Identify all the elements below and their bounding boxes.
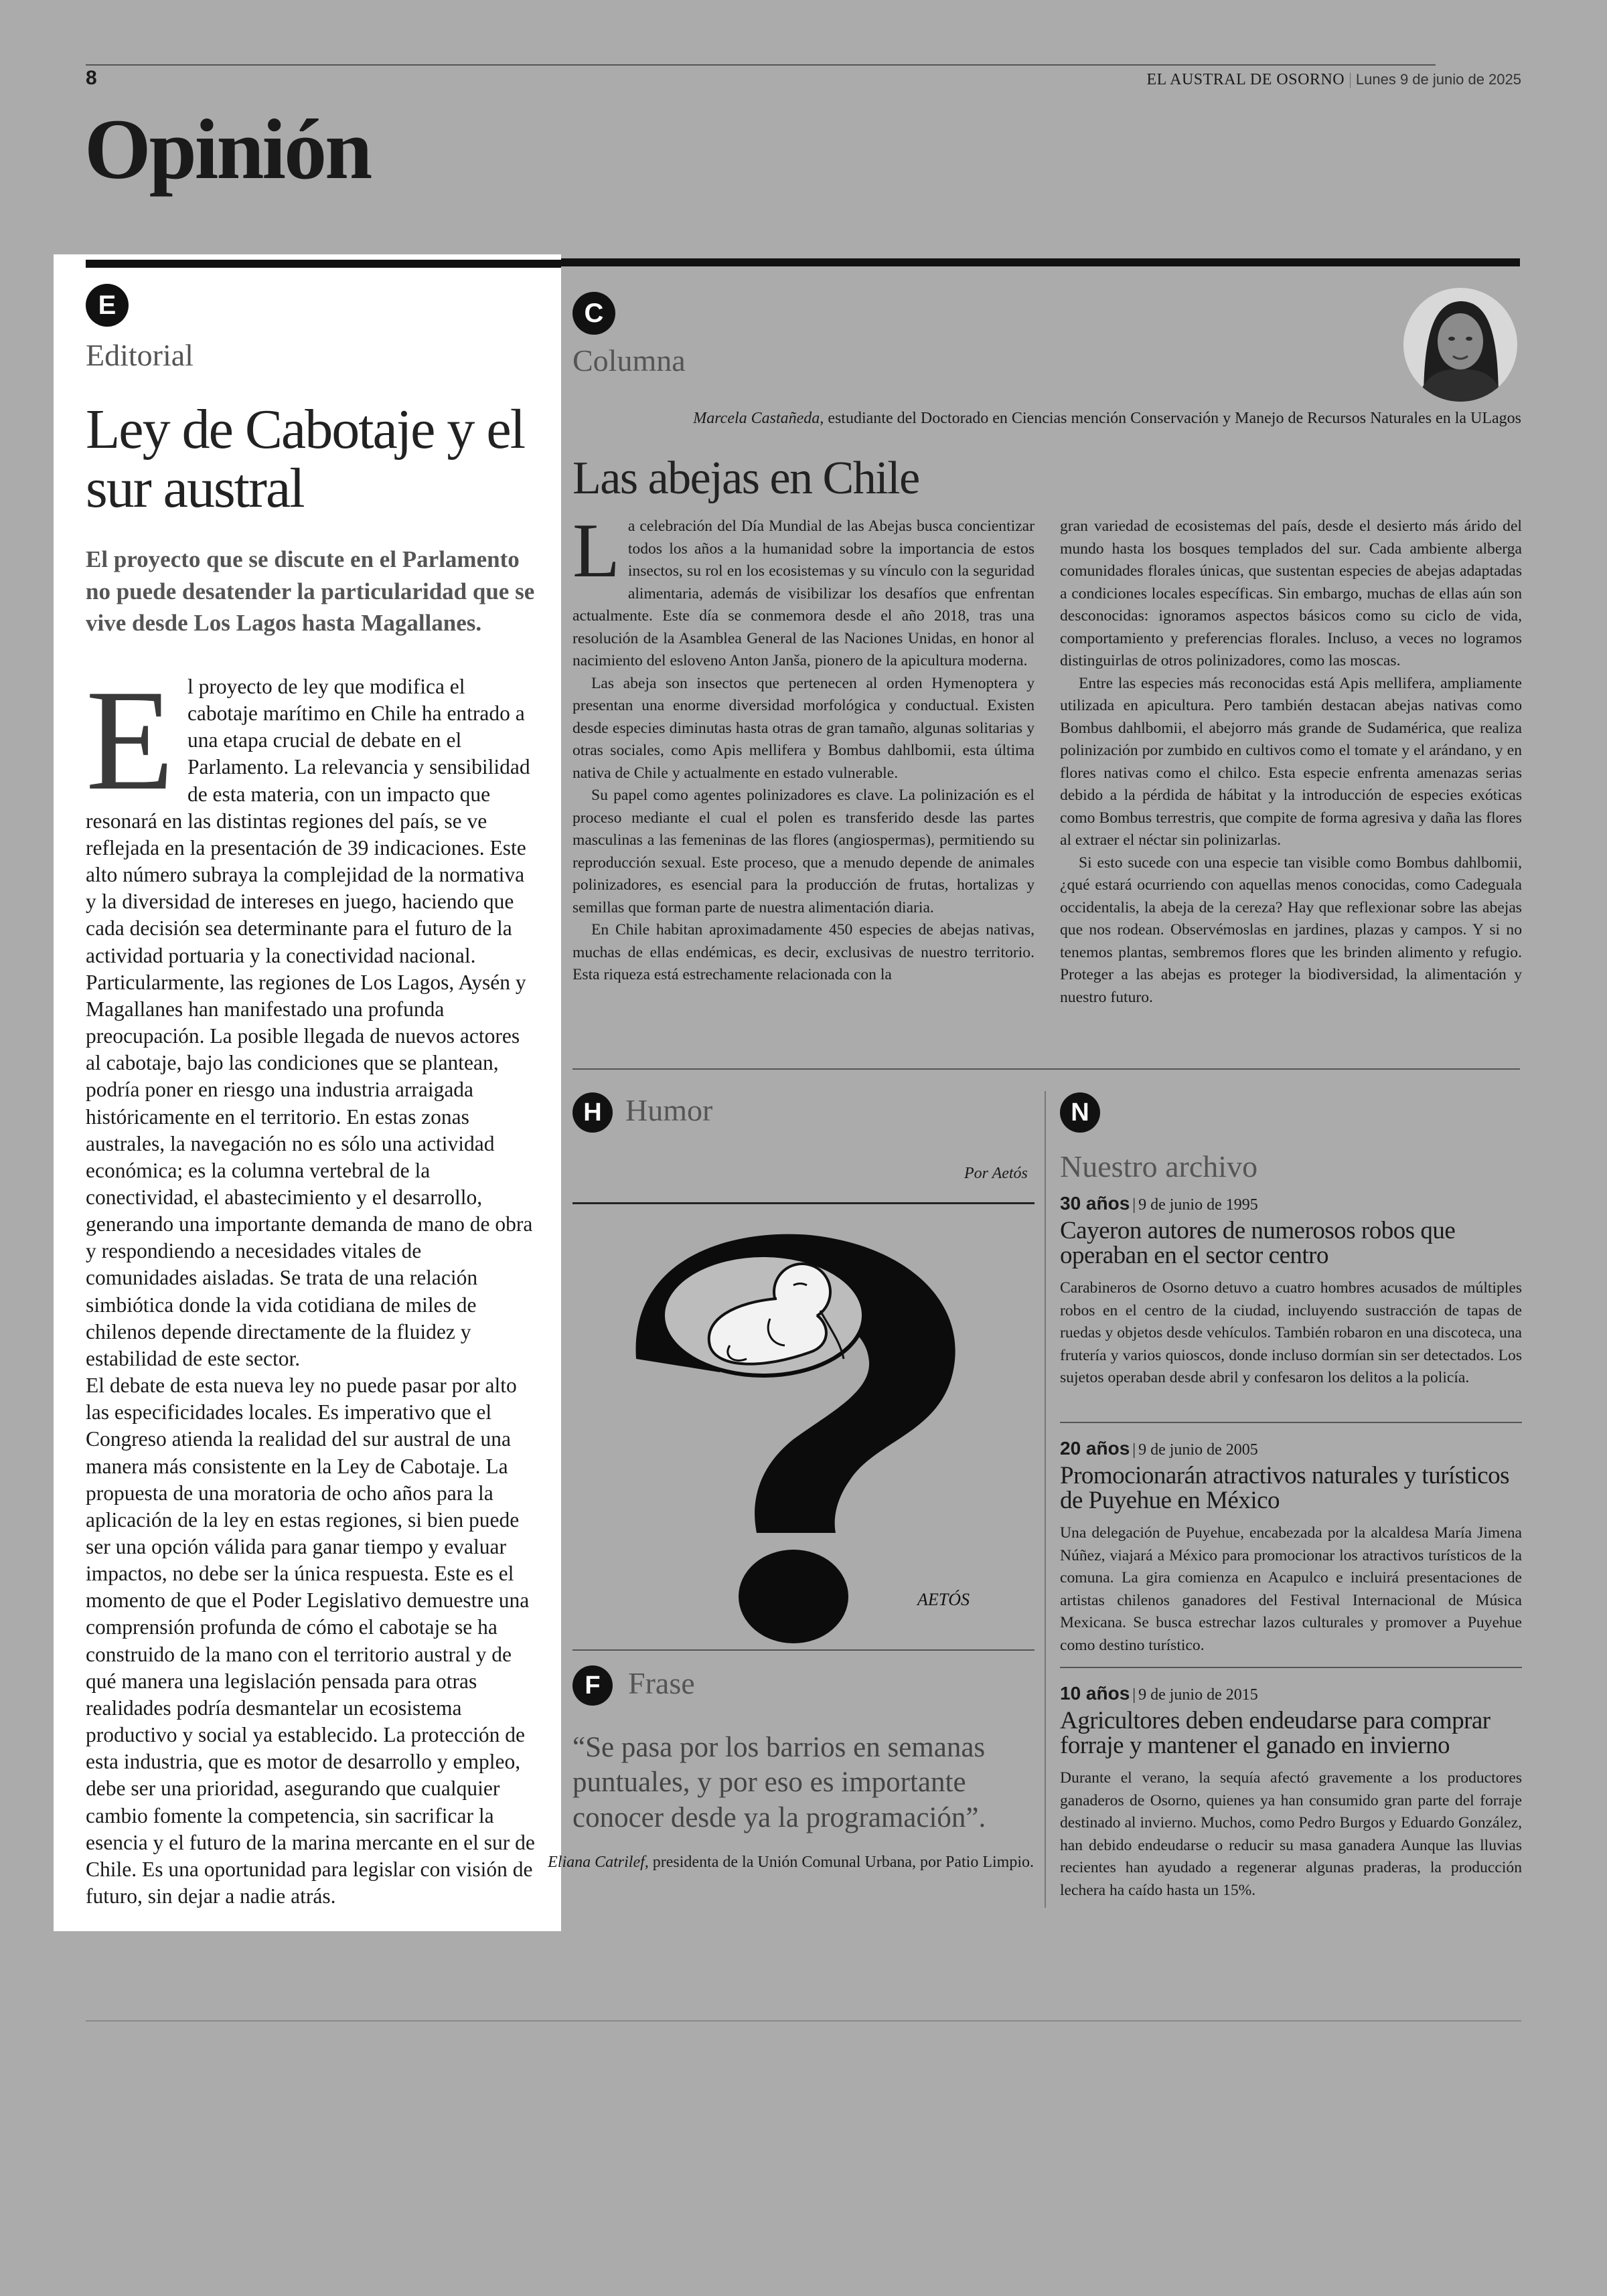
column-label: Columna bbox=[572, 343, 686, 378]
archive-badge: N bbox=[1060, 1092, 1100, 1133]
frase-label: Frase bbox=[628, 1666, 695, 1700]
frase-author: Eliana Catrilef, bbox=[548, 1854, 649, 1871]
column-badge: C bbox=[572, 292, 615, 335]
column-drop-cap: L bbox=[572, 508, 620, 594]
frase-badge: F bbox=[572, 1665, 613, 1706]
bottom-rule bbox=[86, 2020, 1521, 2022]
editorial-body bbox=[86, 660, 536, 1910]
column-author-role: estudiante del Doctorado en Ciencias mención Conservación y Manejo de Recursos Naturales en la ULagos bbox=[828, 410, 1521, 427]
archive-years: 10 años bbox=[1060, 1683, 1130, 1704]
archive-date: 9 de junio de 2005 bbox=[1138, 1441, 1258, 1459]
archive-date: 9 de junio de 2015 bbox=[1138, 1686, 1258, 1704]
column-bottom-rule bbox=[572, 1068, 1520, 1070]
column-body-left bbox=[572, 508, 1035, 987]
archive-body: Durante el verano, la sequía afectó gravemente a los productores ganaderos de Osorno, quienes ya han consumido gran parte del forraje destinado al invierno. Muchos, como Pedro Burgos y Eduardo González, han debido endeudarse o reducir su masa ganadera Aunque las lluvias recientes han ayudado a regenerar algunas praderas, la producción lechera ha caído hasta un 15%. bbox=[1060, 1769, 1522, 1899]
column-body-right bbox=[1060, 515, 1522, 1009]
column-lead: a celebración del Día Mundial de las Abejas busca concientizar todos los años a la humanidad sobre la importancia de estos insectos, su rol en los ecosistemas y su vínculo con la seguridad alimentaria, además de visibilizar los desafíos que enfrentan actualmente. Este día se conmemora desde el año 2018, tras una resolución de la Asamblea General de las Naciones Unidas, en honor al nacimiento del esloveno Anton Janša, pionero de la apicultura moderna. bbox=[572, 517, 1035, 669]
section-title: Opinión bbox=[84, 102, 371, 197]
editorial-deck: El proyecto que se discute en el Parlamento no puede desatender la particularidad que se vive desde Los Lagos hasta Magallanes. bbox=[86, 546, 535, 637]
editorial-headline: Ley de Cabotaje y el sur austral bbox=[86, 398, 525, 520]
humor-bottom-rule bbox=[572, 1649, 1035, 1651]
vertical-divider bbox=[1045, 1091, 1046, 1908]
editorial-paragraph: Particularmente, las regiones de Los Lagos, Aysén y Magallanes han manifestado una profunda preocupación. La posible llegada de nuevos actores al cabotaje, bajo las condiciones que se plantean, podría poner en riesgo una industria arraigada históricamente en el territorio. En estas zonas australes, la navegación no es sólo una actividad económica; es la columna vertebral de la conectividad, el abastecimiento y el desarrollo, generando una importante demanda de mano de obra y respondiendo a necesidades vitales de comunidades aisladas. Se trata de una relación simbiótica donde la vida cotidiana de miles de chilenos depende directamente de la fluidez y estabilidad de este sector. bbox=[86, 970, 533, 1370]
column-headline: Las abejas en Chile bbox=[572, 453, 919, 504]
archive-item: 30 años | 9 de junio de 1995 Cayeron autores de numerosos robos que operaban en el sector centro Carabineros de Osorno detuvo a cuatro hombres acusados de múltiples robos en el centro de la ciudad, incluyendo sustracción de tapas de ruedas y objetos desde vehículos. También robaron en una discoteca, una frutería y varios quioscos, donde incluso dormían sin ser detectados. Los sujetos operaban desde abril y confesaron los delitos a la policía. bbox=[1060, 1193, 1522, 1390]
column-paragraph: Su papel como agentes polinizadores es clave. La polinización es el proceso mediante el cual el polen es transferido desde las partes masculinas a las femeninas de las flores (angiospermas), permitiendo su reproducción sexual. Este proceso, que a menudo depende de animales polinizadores, es esencial para la producción de frutas, hortalizas y semillas que forman parte de nuestra alimentación diaria. bbox=[572, 787, 1035, 916]
column-paragraph: gran variedad de ecosistemas del país, desde el desierto más árido del mundo hasta los bosques templados del sur. Cada ambiente alberga comunidades florales únicas, que sustentan especies de abejas adaptadas a condiciones locales específicas. Sin embargo, muchas de ellas aún son desconocidas: ignoramos aspectos básicos como su ciclo de vida, comportamiento y preferencias florales. Incluso, a veces no logramos distinguirlas de otros polinizadores, como las moscas. bbox=[1060, 517, 1522, 669]
archive-item: 20 años | 9 de junio de 2005 Promocionarán atractivos naturales y turísticos de Puyehue en México Una delegación de Puyehue, encabezada por la alcaldesa María Jimena Núñez, viajará a México para promocionar los atractivos turísticos de la comuna. La gira comienza en Acapulco e incluirá presentaciones de artistas chilenos ganadores del Festival Internacional de Música Mexicana. Se busca estrechar lazos culturales y promover a Puyehue como destino turístico. bbox=[1060, 1438, 1522, 1657]
editorial-label: Editorial bbox=[86, 338, 194, 372]
column-paragraph: Las abeja son insectos que pertenecen al orden Hymenoptera y presentan una enorme diversidad morfológica y conductual. Existen desde especies diminutas hasta otras de gran tamaño, algunas solitarias y otras sociales, como Apis mellifera y Bombus dahlbomii, esta última nativa de Chile y actualmente en estado vulnerable. bbox=[572, 674, 1035, 782]
publication-name: EL AUSTRAL DE OSORNO bbox=[1146, 71, 1345, 88]
archive-divider bbox=[1060, 1667, 1522, 1668]
frase-role: presidenta de la Unión Comunal Urbana, por Patio Limpio. bbox=[652, 1854, 1034, 1871]
issue-date: Lunes 9 de junio de 2025 bbox=[1355, 71, 1521, 88]
humor-top-rule bbox=[572, 1202, 1035, 1204]
archive-headline: Agricultores deben endeudarse para comprar forraje y mantener el ganado en invierno bbox=[1060, 1707, 1490, 1759]
column-top-rule bbox=[561, 258, 1520, 266]
archive-divider bbox=[1060, 1422, 1522, 1423]
archive-label: Nuestro archivo bbox=[1060, 1149, 1258, 1183]
humor-badge: H bbox=[572, 1092, 613, 1133]
editorial-paragraph: El debate de esta nueva ley no puede pasar por alto las especificidades locales. Es imperativo que el Congreso atienda la realidad del sur austral de una manera más consistente en la Ley de Cabotaje. La propuesta de una moratoria de ocho años para la aplicación de la ley en estas regiones, si bien puede ser una opción válida para ganar tiempo y evaluar impactos, no debe ser la única respuesta. Este es el momento de que el Poder Legislativo demuestre una comprensión profunda de cómo el cabotaje se ha construido de la mano con el territorio austral y de qué manera una legislación pensada para otras realidades podría desmantelar un ecosistema productivo y social ya establecido. La protección de esta industria, que es motor de desarrollo y empleo, debe ser una prioridad, asegurando que cualquier cambio fomente la competencia, sin sacrificar la esencia y el futuro de la marina mercante en el sur de Chile. Es una oportunidad para legislar con visión de futuro, sin dejar a nadie atrás. bbox=[86, 1374, 535, 1908]
page-number: 8 bbox=[86, 67, 97, 89]
question-mark-cartoon bbox=[589, 1218, 1004, 1647]
column-author-name: Marcela Castañeda, bbox=[693, 410, 824, 427]
top-rule bbox=[86, 64, 1436, 66]
column-paragraph: Si esto sucede con una especie tan visible como Bombus dahlbomii, ¿qué estará ocurriendo con aquellas menos conocidas, como Cadeguala occidentalis, la abeja de la cereza? Hay que reflexionar sobre las abejas que nos rodean. Observémoslas en jardines, plazas y campos. Y si no tenemos plantas, sembremos flores que les brinden alimento y refugio. Proteger a las abejas es proteger la biodiversidad, la alimentación y nuestro futuro. bbox=[1060, 853, 1522, 1006]
archive-headline: Cayeron autores de numerosos robos que operaban en el sector centro bbox=[1060, 1217, 1456, 1269]
masthead bbox=[1147, 71, 1521, 89]
editorial-badge: E bbox=[86, 284, 129, 327]
archive-years: 20 años bbox=[1060, 1438, 1130, 1459]
cartoon-signature: AETÓS bbox=[917, 1590, 970, 1609]
archive-date: 9 de junio de 1995 bbox=[1138, 1196, 1258, 1214]
editorial-drop-cap: E bbox=[86, 660, 174, 820]
humor-credit: Por Aetós bbox=[964, 1165, 1028, 1182]
editorial-top-rule bbox=[86, 260, 561, 268]
archive-body: Carabineros de Osorno detuvo a cuatro hombres acusados de múltiples robos en el centro de la ciudad, incluyendo sustracción de tapas de ruedas y objetos desde vehículos. También robaron en una discoteca, una frutería y varios quioscos, donde incluso dormían sin ser detectados. Los sujetos operaban desde abril y confesaron los delitos a la policía. bbox=[1060, 1279, 1522, 1386]
archive-headline: Promocionarán atractivos naturales y turísticos de Puyehue en México bbox=[1060, 1462, 1510, 1514]
editorial-lead: l proyecto de ley que modifica el cabotaje marítimo en Chile ha entrado a una etapa crucial de debate en el Parlamento. La relevancia y sensibilidad de esta materia, con un impacto que resonará en las distintas regiones del país, se ve reflejada en la presentación de 39 indicaciones. Este alto número subraya la complejidad de la normativa y la diversidad de intereses en juego, haciendo que cada decisión sea determinante para el futuro de la actividad portuaria y la conectividad nacional. bbox=[86, 675, 530, 967]
editorial-panel bbox=[54, 254, 561, 1931]
humor-label: Humor bbox=[625, 1093, 713, 1127]
column-paragraph: En Chile habitan aproximadamente 450 especies de abejas nativas, muchas de ellas endémicas, es decir, exclusivas de nuestro territorio. Esta riqueza está estrechamente relacionada con la bbox=[572, 921, 1035, 983]
archive-item: 10 años | 9 de junio de 2015 Agricultores deben endeudarse para comprar forraje y mantener el ganado en invierno Durante el verano, la sequía afectó gravemente a los productores ganaderos de Osorno, quienes ya han consumido gran parte del forraje destinado al invierno. Muchos, como Pedro Burgos y Eduardo González, han debido endeudarse o reducir su masa ganadera Aunque las lluvias recientes han ayudado a regenerar algunas praderas, la producción lechera ha caído hasta un 15%. bbox=[1060, 1683, 1522, 1902]
author-photo bbox=[1403, 288, 1517, 402]
column-paragraph: Entre las especies más reconocidas está Apis mellifera, ampliamente utilizada en apicultura. Pero también destacan abejas nativas como Bombus dahlbomii, el abejorro más grande de Sudamérica, que realiza polinización por zumbido en cultivos como el tomate y el arándano, y en flores nativas como el chilco. Esta especie enfrenta amenazas serias debido a la pérdida de hábitat y la introducción de especies exóticas como Bombus terrestris, que compite de forma agresiva y daña las flores al extraer el néctar sin polinizarlas. bbox=[1060, 674, 1522, 849]
frase-credit bbox=[548, 1851, 1034, 1874]
column-byline bbox=[693, 407, 1521, 430]
masthead-separator: | bbox=[1349, 71, 1352, 88]
archive-years: 30 años bbox=[1060, 1193, 1130, 1214]
archive-body: Una delegación de Puyehue, encabezada por la alcaldesa María Jimena Núñez, viajará a México para promocionar los atractivos turísticos de la comuna. La gira comienza en Acapulco e incluirá presentaciones de artistas chilenos ganadores del Festival Internacional de Música Mexicana. Se busca estrechar lazos culturales y promover a Puyehue como destino turístico. bbox=[1060, 1524, 1522, 1654]
frase-quote: “Se pasa por los barrios en semanas puntuales, y por eso es importante conocer desde ya la programación”. bbox=[572, 1732, 986, 1833]
